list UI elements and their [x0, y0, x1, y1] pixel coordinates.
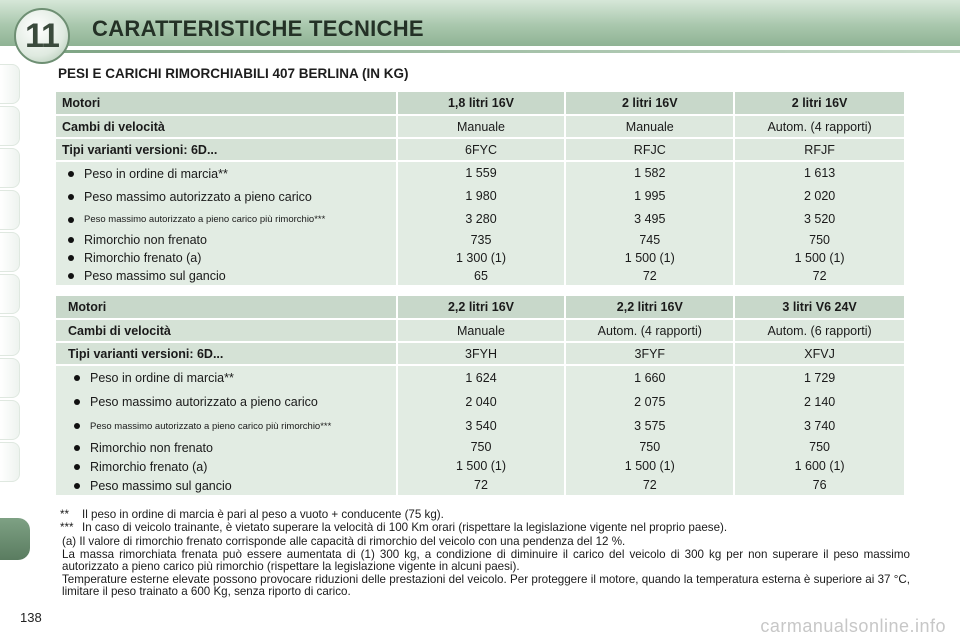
value: 1 729: [803, 371, 836, 385]
side-tab[interactable]: [0, 190, 20, 230]
value: 72: [812, 269, 827, 283]
value: 1 500 (1): [624, 459, 675, 473]
value: 3 280: [465, 212, 497, 226]
chapter-number-badge: 11: [14, 8, 70, 64]
weights-labels: [56, 162, 398, 285]
bullet-icon: [74, 399, 80, 405]
bullet-icon: [74, 445, 80, 451]
value: 3 575: [634, 419, 666, 433]
value: 1 660: [634, 371, 666, 385]
value: 750: [639, 440, 661, 454]
page-number: 138: [20, 610, 42, 625]
values-column: [398, 162, 567, 285]
list-item: [68, 457, 390, 476]
item-label: Peso massimo autorizzato a pieno carico: [84, 189, 312, 204]
note-line: (a) Il valore di rimorchio frenato corrisponde alle capacità di rimorchio del veicolo con una pendenza del 12 %.: [62, 535, 626, 548]
side-tab-active-chapter[interactable]: [0, 518, 30, 560]
value: 1 582: [634, 166, 666, 180]
item-label: Rimorchio non frenato: [84, 233, 207, 247]
values-column: [735, 162, 904, 285]
value: 3 740: [803, 419, 836, 433]
weights-body-row: [56, 162, 904, 285]
bullet-icon: [68, 217, 74, 223]
list-item: [68, 414, 390, 438]
footnote-mark: **: [60, 508, 70, 521]
cell: Manuale: [398, 320, 567, 341]
cell: 3FYH: [398, 343, 567, 364]
bullet-icon: [68, 194, 74, 200]
cell: Autom. (4 rapporti): [735, 116, 904, 137]
list-item: [68, 390, 390, 414]
item-label: Rimorchio non frenato: [90, 440, 213, 455]
types-row: [56, 343, 904, 364]
value: 1 500 (1): [794, 251, 845, 265]
value: 3 540: [465, 419, 497, 433]
value: 3 495: [634, 212, 666, 226]
bullet-icon: [74, 423, 80, 429]
values-column: [566, 162, 735, 285]
cell: RFJF: [735, 139, 904, 160]
side-tab[interactable]: [0, 316, 20, 356]
side-tab[interactable]: [0, 232, 20, 272]
page-title: CARATTERISTICHE TECNICHE: [92, 16, 424, 41]
cell: Autom. (4 rapporti): [566, 320, 735, 341]
value: 750: [470, 440, 492, 454]
side-tab[interactable]: [0, 274, 20, 314]
item-label: Rimorchio frenato (a): [84, 251, 202, 265]
note-line: La massa rimorchiata frenata può essere aumentata di (1) 300 kg, a condizione di diminuire il carico del veicolo di 300 kg per non superare il peso massimo autorizzato a pieno carico più rimorchio (rispettare la legislazione vigente in alcuni paesi).: [62, 547, 910, 573]
value: 72: [474, 478, 488, 492]
cell: RFJC: [566, 139, 735, 160]
gearbox-row: [56, 116, 904, 137]
cell: Manuale: [566, 116, 735, 137]
item-label: Peso massimo autorizzato a pieno carico: [90, 395, 318, 409]
footnote-mark: ***: [60, 520, 74, 534]
table-header-row: [56, 296, 904, 318]
list-item: [68, 438, 390, 457]
value: 1 300 (1): [455, 251, 507, 265]
item-label: Peso in ordine di marcia**: [84, 166, 228, 181]
value: 76: [812, 478, 827, 492]
weights-table-1: [56, 90, 904, 287]
side-tab[interactable]: [0, 358, 20, 398]
item-label: Peso massimo sul gancio: [84, 269, 226, 283]
side-tab[interactable]: [0, 400, 20, 440]
value: 3 520: [803, 212, 836, 226]
header-cell: 2 litri 16V: [735, 92, 904, 114]
note-line: Temperature esterne elevate possono provocare riduzioni delle prestazioni del veicolo. Per proteggere il motore, quando la temperatura esterna è superiore ai 37 °C, limitare il peso trainato a 600 Kg, senza riporto di carico.: [62, 572, 910, 598]
side-tab[interactable]: [0, 106, 20, 146]
item-label: Peso massimo autorizzato a pieno carico più rimorchio***: [84, 214, 326, 225]
value: 1 995: [634, 189, 666, 203]
header-cell: Motori: [56, 296, 398, 318]
list-item: [62, 231, 390, 249]
item-label: Peso massimo autorizzato a pieno carico più rimorchio***: [90, 420, 332, 432]
header-cell: 2,2 litri 16V: [566, 296, 735, 318]
gearbox-row: [56, 320, 904, 341]
table-header-row: [56, 92, 904, 114]
side-tab[interactable]: [0, 148, 20, 188]
item-label: Peso massimo sul gancio: [90, 478, 232, 493]
footnotes: [60, 509, 910, 599]
footnote-text: Il peso in ordine di marcia è pari al peso a vuoto + conducente (75 kg).: [82, 508, 444, 521]
footnote: [60, 509, 910, 522]
list-item: [68, 366, 390, 390]
value: 2 140: [803, 395, 836, 409]
bullet-icon: [68, 171, 74, 177]
cell: Autom. (6 rapporti): [735, 320, 904, 341]
value: 1 624: [465, 371, 497, 385]
side-tab[interactable]: [0, 64, 20, 104]
value: 735: [470, 233, 492, 247]
bullet-icon: [74, 464, 80, 470]
item-label: Peso in ordine di marcia**: [90, 371, 234, 385]
header-cell: 2 litri 16V: [566, 92, 735, 114]
value: 1 500 (1): [455, 459, 507, 473]
item-label: Rimorchio frenato (a): [90, 459, 208, 474]
side-tab[interactable]: [0, 442, 20, 482]
list-item: [62, 162, 390, 185]
side-tabs: [0, 64, 22, 484]
list-item: [62, 185, 390, 208]
bullet-icon: [74, 375, 80, 381]
value: 72: [642, 269, 657, 283]
note-a: [60, 536, 910, 599]
cell: 6FYC: [398, 139, 567, 160]
row-label: Cambi di velocità: [56, 116, 398, 137]
cell: XFVJ: [735, 343, 904, 364]
bullet-icon: [68, 273, 74, 279]
bullet-icon: [68, 237, 74, 243]
value: 1 559: [465, 166, 497, 180]
value: 2 020: [803, 189, 836, 203]
value: 72: [642, 478, 657, 492]
bullet-icon: [74, 483, 80, 489]
row-label: Cambi di velocità: [56, 320, 398, 341]
value: 745: [639, 233, 661, 247]
list-item: [62, 267, 390, 285]
header-cell: 1,8 litri 16V: [398, 92, 567, 114]
value: 65: [474, 269, 488, 283]
value: 1 980: [465, 189, 497, 203]
list-item: [62, 249, 390, 267]
cell: Manuale: [398, 116, 567, 137]
row-label: Tipi varianti versioni: 6D...: [56, 139, 398, 160]
weights-table-2: [56, 294, 904, 497]
header-cell: 2,2 litri 16V: [398, 296, 567, 318]
header-cell: Motori: [56, 92, 398, 114]
value: 2 075: [634, 395, 666, 409]
values-column: [398, 366, 567, 495]
types-row: [56, 139, 904, 160]
header-cell: 3 litri V6 24V: [735, 296, 904, 318]
list-item: [68, 476, 390, 495]
value: 750: [809, 440, 831, 454]
row-label: Tipi varianti versioni: 6D...: [56, 343, 398, 364]
value: 2 040: [465, 395, 497, 409]
footnote-text: In caso di veicolo trainante, è vietato superare la velocità di 100 Km orari (rispettare la legislazione vigente nel proprio paese).: [82, 520, 728, 534]
footnote: [60, 522, 910, 535]
value: 1 613: [803, 166, 836, 180]
weights-body-row: [56, 366, 904, 495]
value: 1 500 (1): [624, 251, 675, 265]
section-title: PESI E CARICHI RIMORCHIABILI 407 BERLINA (IN KG): [58, 66, 409, 81]
cell: 3FYF: [566, 343, 735, 364]
value: 750: [809, 233, 831, 247]
watermark: carmanualsonline.info: [760, 616, 946, 636]
values-column: [566, 366, 735, 495]
bullet-icon: [68, 255, 74, 261]
value: 1 600 (1): [794, 459, 845, 473]
values-column: [735, 366, 904, 495]
weights-labels: [56, 366, 398, 495]
header-rule: [60, 50, 960, 53]
list-item: [62, 208, 390, 231]
